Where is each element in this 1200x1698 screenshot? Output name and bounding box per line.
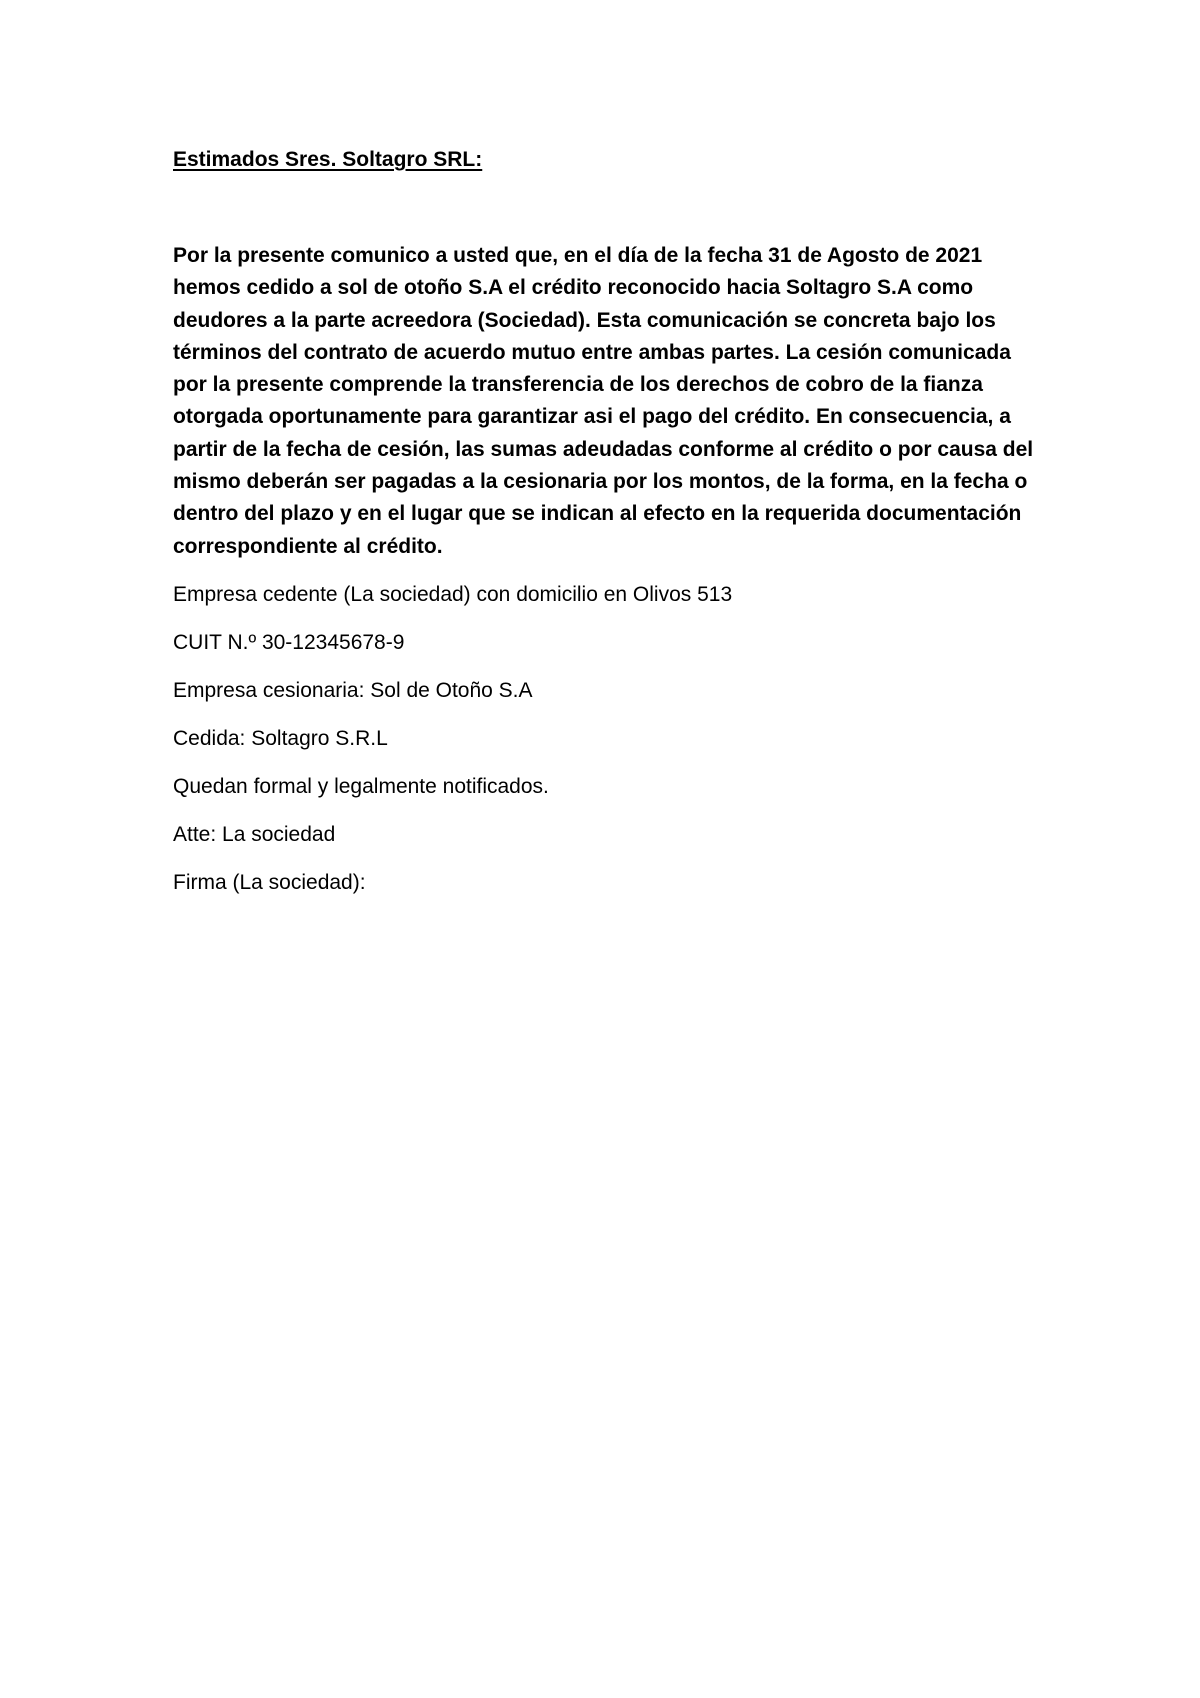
letter-greeting: Estimados Sres. Soltagro SRL: [173,148,483,171]
body-line: términos del contrato de acuerdo mutuo entre ambas partes. La cesión comunicada [173,340,1011,364]
body-line: partir de la fecha de cesión, las sumas adeudadas conforme al crédito o por causa del [173,437,1034,461]
cuit-line: CUIT N.º 30-12345678-9 [173,630,405,654]
body-line: hemos cedido a sol de otoño S.A el crédito reconocido hacia Soltagro S.A como [173,276,974,300]
body-line: por la presente comprende la transferencia de los derechos de cobro de la fianza [173,373,983,397]
body-line: otorgada oportunamente para garantizar asi el pago del crédito. En consecuencia, a [173,405,1011,429]
body-line: correspondiente al crédito. [173,534,443,558]
body-line: dentro del plazo y en el lugar que se indican al efecto en la requerida documentación [173,502,1022,526]
letter-content [173,144,1033,899]
cedente-line: Empresa cedente (La sociedad) con domicilio en Olivos 513 [173,582,733,606]
cesionaria-line: Empresa cesionaria: Sol de Otoño S.A [173,678,533,702]
body-line: Por la presente comunico a usted que, en el día de la fecha 31 de Agosto de 2021 [173,244,983,267]
body-line: deudores a la parte acreedora (Sociedad). Esta comunicación se concreta bajo los [173,308,996,332]
notificados-line: Quedan formal y legalmente notificados. [173,774,549,798]
cedida-line: Cedida: Soltagro S.R.L [173,726,388,750]
signature-line: Firma (La sociedad): [173,870,366,894]
body-line: mismo deberán ser pagadas a la cesionaria por los montos, de la forma, en la fecha o [173,470,1028,494]
letter-body-paragraph [173,240,1034,563]
closing-line: Atte: La sociedad [173,822,336,846]
